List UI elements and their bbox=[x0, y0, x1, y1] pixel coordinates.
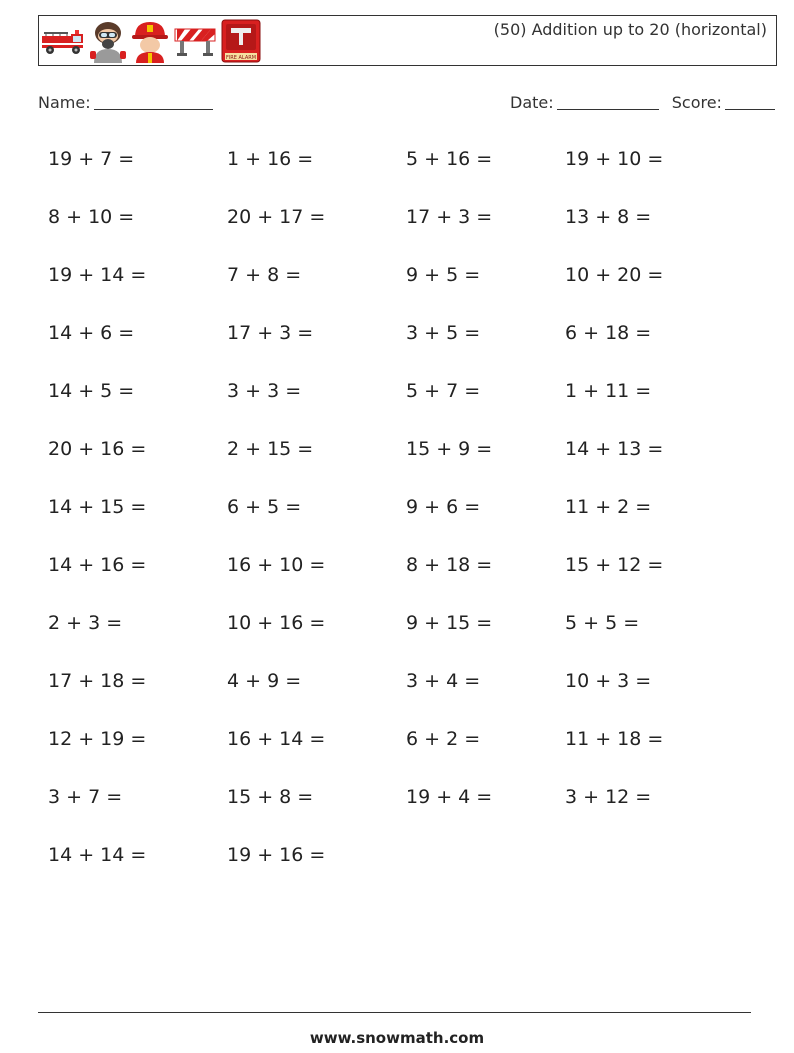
problem-r12-c2: 15 + 8 = bbox=[227, 786, 314, 808]
footer-url: www.snowmath.com bbox=[309, 1029, 485, 1047]
worksheet-title: (50) Addition up to 20 (horizontal) bbox=[493, 20, 767, 39]
problem-r10-c3: 3 + 4 = bbox=[406, 670, 481, 692]
problem-r4-c3: 3 + 5 = bbox=[406, 322, 481, 344]
problem-r12-c4: 3 + 12 = bbox=[565, 786, 652, 808]
problem-r11-c2: 16 + 14 = bbox=[227, 728, 326, 750]
problem-r4-c4: 6 + 18 = bbox=[565, 322, 652, 344]
name-label: Name: bbox=[38, 93, 91, 112]
problem-r7-c2: 6 + 5 = bbox=[227, 496, 302, 518]
name-field bbox=[38, 93, 213, 112]
problem-r10-c4: 10 + 3 = bbox=[565, 670, 652, 692]
problem-r8-c3: 8 + 18 = bbox=[406, 554, 493, 576]
problem-r10-c1: 17 + 18 = bbox=[48, 670, 147, 692]
footer-divider bbox=[38, 1012, 751, 1013]
problem-r3-c4: 10 + 20 = bbox=[565, 264, 664, 286]
problem-r9-c2: 10 + 16 = bbox=[227, 612, 326, 634]
name-blank[interactable] bbox=[94, 95, 213, 110]
problem-r6-c1: 20 + 16 = bbox=[48, 438, 147, 460]
problem-r12-c1: 3 + 7 = bbox=[48, 786, 123, 808]
problem-r2-c3: 17 + 3 = bbox=[406, 206, 493, 228]
problem-r12-c3: 19 + 4 = bbox=[406, 786, 493, 808]
header-icons bbox=[41, 19, 261, 63]
date-score-fields bbox=[510, 93, 775, 112]
problem-r11-c3: 6 + 2 = bbox=[406, 728, 481, 750]
problem-r8-c4: 15 + 12 = bbox=[565, 554, 664, 576]
problem-r4-c2: 17 + 3 = bbox=[227, 322, 314, 344]
problem-r13-c2: 19 + 16 = bbox=[227, 844, 326, 866]
problem-r7-c4: 11 + 2 = bbox=[565, 496, 652, 518]
problem-r7-c3: 9 + 6 = bbox=[406, 496, 481, 518]
problem-r9-c4: 5 + 5 = bbox=[565, 612, 640, 634]
problem-r5-c2: 3 + 3 = bbox=[227, 380, 302, 402]
problem-r2-c1: 8 + 10 = bbox=[48, 206, 135, 228]
problem-r8-c1: 14 + 16 = bbox=[48, 554, 147, 576]
problem-r9-c3: 9 + 15 = bbox=[406, 612, 493, 634]
score-blank[interactable] bbox=[725, 95, 775, 110]
score-label: Score: bbox=[671, 93, 722, 112]
fire-alarm-icon bbox=[221, 19, 261, 63]
problem-r2-c4: 13 + 8 = bbox=[565, 206, 652, 228]
date-blank[interactable] bbox=[557, 95, 659, 110]
fire-alarm-caption: FIRE ALARM bbox=[225, 54, 257, 61]
problem-r3-c3: 9 + 5 = bbox=[406, 264, 481, 286]
problem-r6-c3: 15 + 9 = bbox=[406, 438, 493, 460]
problem-r13-c1: 14 + 14 = bbox=[48, 844, 147, 866]
problem-r1-c2: 1 + 16 = bbox=[227, 148, 314, 170]
firefighter-icon bbox=[131, 19, 169, 63]
problem-r2-c2: 20 + 17 = bbox=[227, 206, 326, 228]
problem-r6-c2: 2 + 15 = bbox=[227, 438, 314, 460]
problem-r1-c3: 5 + 16 = bbox=[406, 148, 493, 170]
problem-r8-c2: 16 + 10 = bbox=[227, 554, 326, 576]
problem-r9-c1: 2 + 3 = bbox=[48, 612, 123, 634]
problem-r5-c3: 5 + 7 = bbox=[406, 380, 481, 402]
worksheet-header bbox=[38, 15, 777, 66]
problem-r11-c4: 11 + 18 = bbox=[565, 728, 664, 750]
problem-r6-c4: 14 + 13 = bbox=[565, 438, 664, 460]
problem-r1-c4: 19 + 10 = bbox=[565, 148, 664, 170]
problem-r11-c1: 12 + 19 = bbox=[48, 728, 147, 750]
firefighter-mask-icon bbox=[89, 19, 127, 63]
problem-r4-c1: 14 + 6 = bbox=[48, 322, 135, 344]
problem-r3-c2: 7 + 8 = bbox=[227, 264, 302, 286]
problem-r7-c1: 14 + 15 = bbox=[48, 496, 147, 518]
problem-r3-c1: 19 + 14 = bbox=[48, 264, 147, 286]
problem-r10-c2: 4 + 9 = bbox=[227, 670, 302, 692]
road-barrier-icon bbox=[173, 25, 217, 57]
problem-r5-c4: 1 + 11 = bbox=[565, 380, 652, 402]
fire-truck-icon bbox=[41, 26, 85, 56]
problem-r1-c1: 19 + 7 = bbox=[48, 148, 135, 170]
problem-r5-c1: 14 + 5 = bbox=[48, 380, 135, 402]
date-label: Date: bbox=[510, 93, 554, 112]
